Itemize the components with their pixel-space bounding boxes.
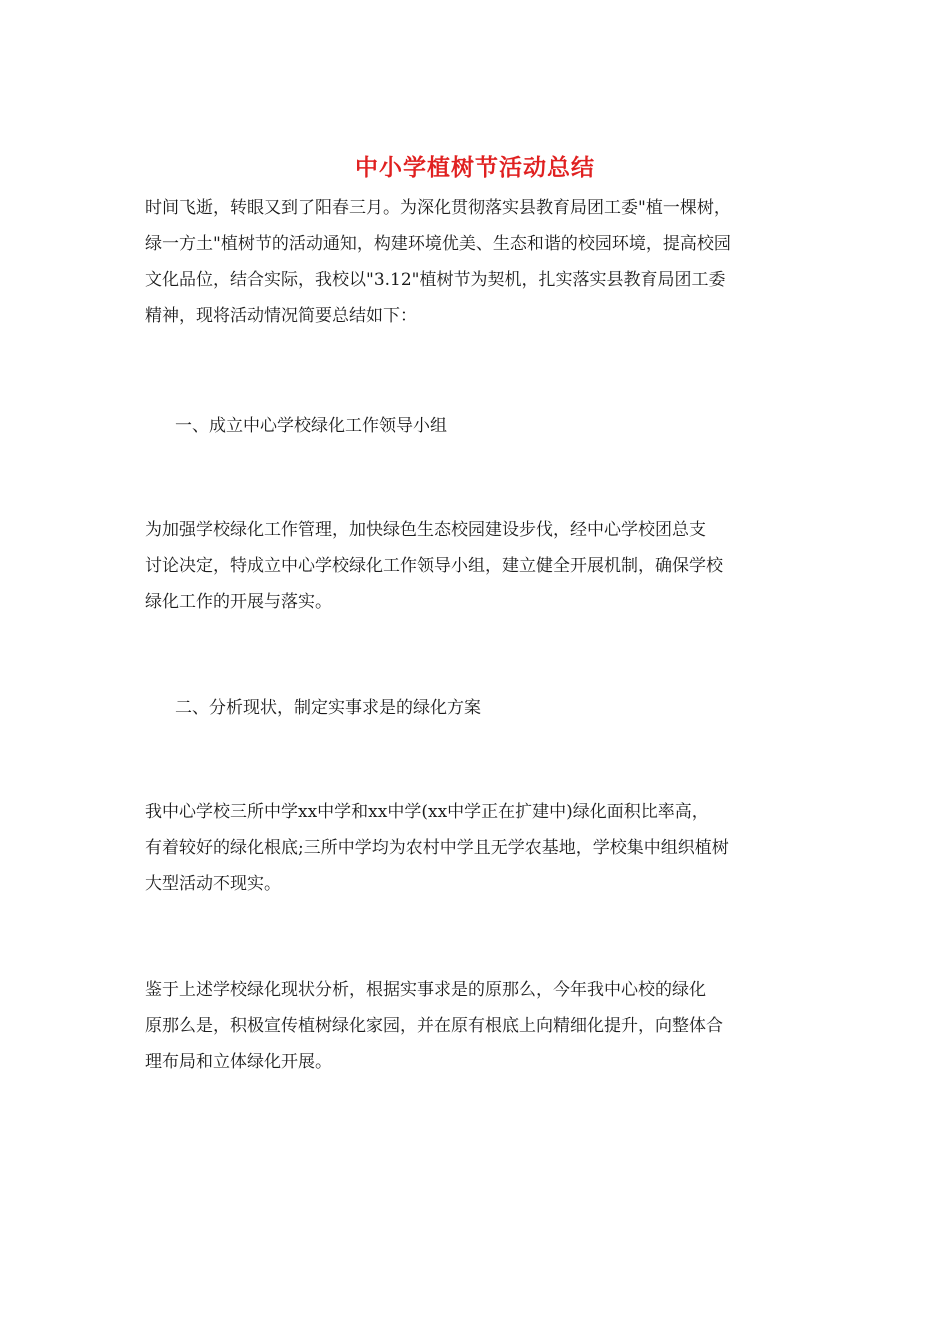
intro-paragraph: 时间飞逝，转眼又到了阳春三月。为深化贯彻落实县教育局团工委"植一棵树， 绿一方土"植树节的活动通知，构建环境优美、生态和谐的校园环境，提高校园 文化品位，结合实际，我校以"3.12"植树节为契机，扎实落实县教育局团工委 精神，现将活动情况简要总结如下： — [145, 198, 731, 326]
section-heading-2: 二、分析现状，制定实事求是的绿化方案 — [175, 698, 481, 718]
section-1-paragraph: 为加强学校绿化工作管理，加快绿色生态校园建设步伐，经中心学校团总支 讨论决定，特成立中心学校绿化工作领导小组，建立健全开展机制，确保学校 绿化工作的开展与落实。 — [145, 520, 723, 612]
section-2-paragraph-2: 鉴于上述学校绿化现状分析，根据实事求是的原那么，今年我中心校的绿化 原那么是，积极宣传植树绿化家园，并在原有根底上向精细化提升，向整体合 理布局和立体绿化开展。 — [145, 980, 723, 1072]
section-2-paragraph-1: 我中心学校三所中学xx中学和xx中学(xx中学正在扩建中)绿化面积比率高， 有着较好的绿化根底;三所中学均为农村中学且无学农基地，学校集中组织植树 大型活动不现实。 — [145, 802, 729, 894]
document-title: 中小学植树节活动总结 — [355, 154, 595, 181]
section-heading-1: 一、成立中心学校绿化工作领导小组 — [175, 416, 447, 436]
